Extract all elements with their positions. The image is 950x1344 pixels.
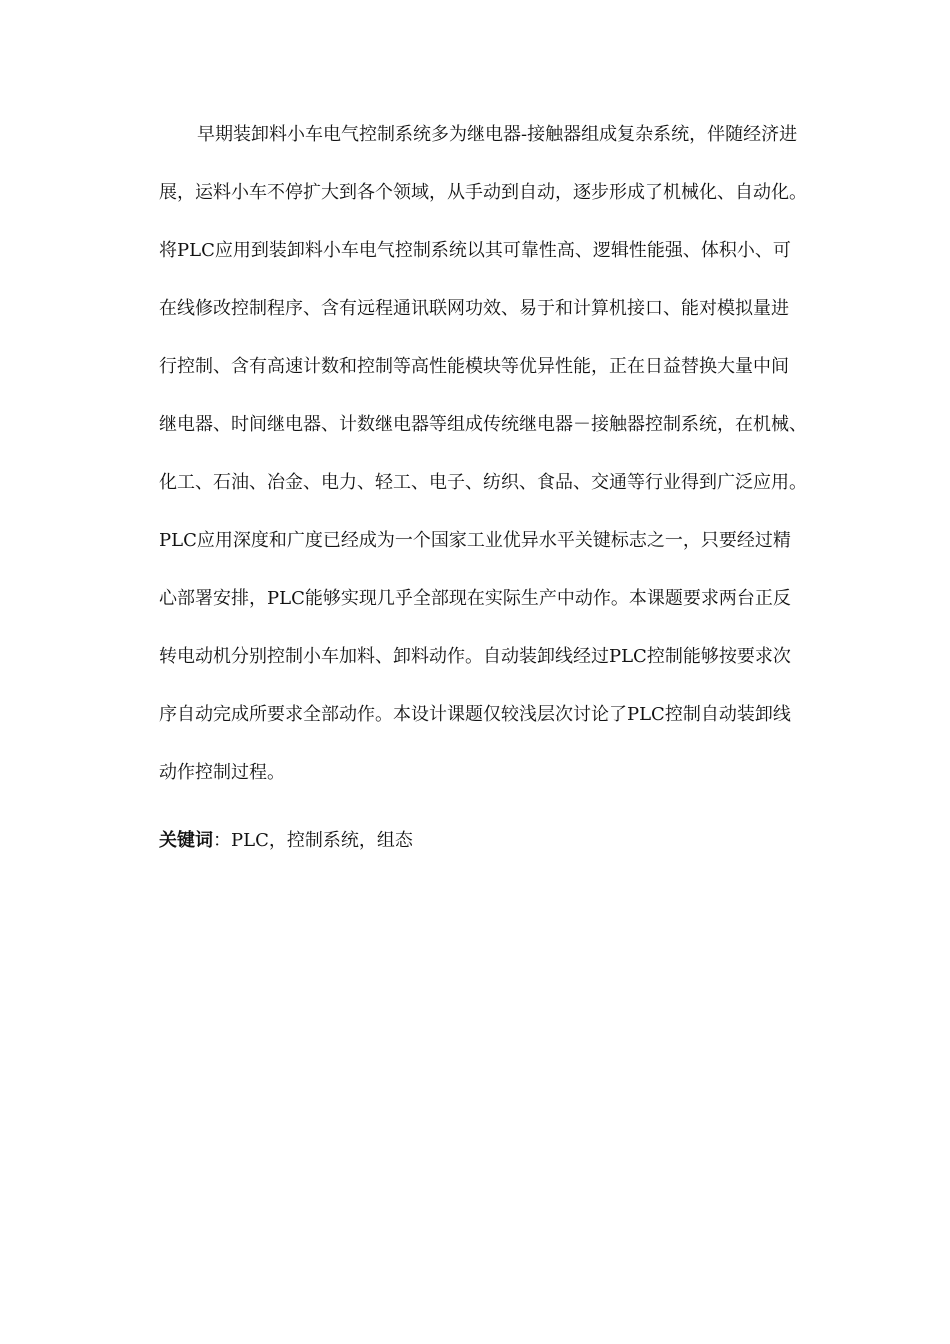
abstract-line: 将PLC应用到装卸料小车电气控制系统以其可靠性高、逻辑性能强、体积小、可 — [159, 240, 791, 261]
keywords-value: PLC，控制系统，组态 — [231, 830, 413, 851]
abstract-line: 动作控制过程。 — [159, 762, 285, 783]
keywords-label: 关键词 — [159, 830, 213, 851]
abstract-line: 早期装卸料小车电气控制系统多为继电器-接触器组成复杂系统，伴随经济进 — [197, 124, 798, 145]
abstract-line: 心部署安排，PLC能够实现几乎全部现在实际生产中动作。本课题要求两台正反 — [159, 588, 791, 609]
abstract-line: 继电器、时间继电器、计数继电器等组成传统继电器－接触器控制系统，在机械、 — [159, 414, 807, 435]
keywords-separator: ： — [213, 830, 231, 851]
abstract-paragraph — [159, 116, 849, 812]
abstract-line: PLC应用深度和广度已经成为一个国家工业优异水平关键标志之一，只要经过精 — [159, 530, 791, 551]
abstract-line: 化工、石油、冶金、电力、轻工、电子、纺织、食品、交通等行业得到广泛应用。 — [159, 472, 807, 493]
abstract-line: 在线修改控制程序、含有远程通讯联网功效、易于和计算机接口、能对模拟量进 — [159, 298, 789, 319]
keywords-line — [159, 822, 413, 860]
abstract-line: 行控制、含有高速计数和控制等高性能模块等优异性能，正在日益替换大量中间 — [159, 356, 789, 377]
abstract-line: 转电动机分别控制小车加料、卸料动作。自动装卸线经过PLC控制能够按要求次 — [159, 646, 791, 667]
abstract-line: 展，运料小车不停扩大到各个领域，从手动到自动，逐步形成了机械化、自动化。 — [159, 182, 807, 203]
abstract-line: 序自动完成所要求全部动作。本设计课题仅较浅层次讨论了PLC控制自动装卸线 — [159, 704, 791, 725]
